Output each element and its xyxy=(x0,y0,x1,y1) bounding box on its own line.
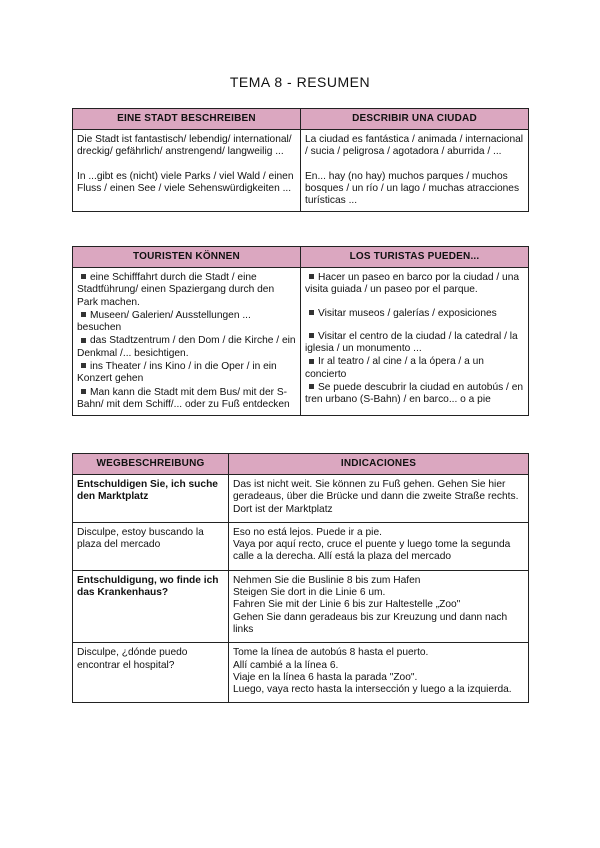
german-features-text: In ...gibt es (nicht) viele Parks / viel Wald / einen Fluss / einen See / viele Sehenswürdigkeiten ... xyxy=(77,170,294,194)
question-cell: Disculpe, ¿dónde puedo encontrar el hospital? xyxy=(73,643,229,703)
header-describir-una-ciudad: DESCRIBIR UNA CIUDAD xyxy=(301,109,529,130)
answer-cell: Nehmen Sie die Buslinie 8 bis zum Hafen Steigen Sie dort in die Linie 6 um. Fahren Sie mit der Linie 6 bis zur Haltestelle „Zoo" Gehen Sie dann geradeaus bis zur Kreuzung und dann nach links xyxy=(229,570,529,642)
list-item: ins Theater / ins Kino / in die Oper / in ein Konzert gehen xyxy=(77,361,277,385)
german-description-cell xyxy=(73,130,301,212)
spanish-description-cell xyxy=(301,130,529,212)
german-activities-cell xyxy=(73,268,301,416)
answer-cell: Tome la línea de autobús 8 hasta el puerto. Allí cambié a la línea 6. Viaje en la línea 6 hasta la parada "Zoo". Luego, vaya recto hasta la intersección y luego a la izquierda. xyxy=(229,643,529,703)
spanish-adjectives-text: La ciudad es fantástica / animada / internacional / sucia / peligrosa / agotadora / aburrida / ... xyxy=(305,134,524,158)
table-row xyxy=(73,522,529,570)
question-cell: Entschuldigung, wo finde ich das Krankenhaus? xyxy=(73,570,229,642)
list-item: Museen/ Galerien/ Ausstellungen ... besuchen xyxy=(77,309,251,334)
square-bullet-icon xyxy=(81,312,86,317)
square-bullet-icon xyxy=(309,384,314,389)
square-bullet-icon xyxy=(309,359,314,364)
question-cell: Entschuldigen Sie, ich suche den Marktplatz xyxy=(73,475,229,523)
spanish-features-text: En... hay (no hay) muchos parques / muchos bosques / un río / un lago / muchas atracciones turísticas ... xyxy=(305,170,520,207)
header-wegbeschreibung: WEGBESCHREIBUNG xyxy=(73,454,229,475)
list-item: eine Schifffahrt durch die Stadt / eine Stadtführung/ einen Spaziergang durch den Park machen. xyxy=(77,272,275,308)
header-indicaciones: INDICACIONES xyxy=(229,454,529,475)
list-item: Ir al teatro / al cine / a la ópera / a un concierto xyxy=(305,356,484,380)
table-row xyxy=(73,570,529,642)
describe-city-table xyxy=(72,108,529,212)
list-item: Se puede descubrir la ciudad en autobús / en tren urbano (S-Bahn) / en barco... o a pie xyxy=(305,382,524,406)
list-item: das Stadtzentrum / den Dom / die Kirche / ein Denkmal /... besichtigen. xyxy=(77,335,296,359)
square-bullet-icon xyxy=(309,333,314,338)
page-title: TEMA 8 - RESUMEN xyxy=(229,74,371,90)
question-cell: Disculpe, estoy buscando la plaza del mercado xyxy=(73,522,229,570)
square-bullet-icon xyxy=(309,274,314,279)
table-row xyxy=(73,643,529,703)
table-row xyxy=(73,475,529,523)
list-item: Visitar el centro de la ciudad / la catedral / la iglesia / un monumento ... xyxy=(305,330,518,355)
answer-cell: Das ist nicht weit. Sie können zu Fuß gehen. Gehen Sie hier geradeaus, über die Brücke und dann die zweite Straße rechts. Dort ist der Marktplatz xyxy=(229,475,529,523)
german-adjectives-text: Die Stadt ist fantastisch/ lebendig/ international/ dreckig/ gefährlich/ anstrengend/ langweilig ... xyxy=(77,134,292,158)
square-bullet-icon xyxy=(81,363,86,368)
list-item: Man kann die Stadt mit dem Bus/ mit der S-Bahn/ mit dem Schiff/... oder zu Fuß entdecken xyxy=(77,386,290,410)
header-eine-stadt-beschreiben: EINE STADT BESCHREIBEN xyxy=(73,109,301,130)
tourists-table xyxy=(72,246,529,416)
list-item: Hacer un paseo en barco por la ciudad / una visita guiada / un paseo por el parque. xyxy=(305,272,520,296)
answer-cell: Eso no está lejos. Puede ir a pie. Vaya por aquí recto, cruce el puente y luego tome la segunda calle a la derecha. Allí está la plaza del mercado xyxy=(229,522,529,570)
spanish-activities-cell xyxy=(301,268,529,416)
header-los-turistas-pueden: LOS TURISTAS PUEDEN... xyxy=(301,247,529,268)
square-bullet-icon xyxy=(81,274,86,279)
square-bullet-icon xyxy=(81,389,86,394)
list-item: Visitar museos / galerías / exposiciones xyxy=(305,308,524,320)
square-bullet-icon xyxy=(81,338,86,343)
header-touristen-koennen: TOURISTEN KÖNNEN xyxy=(73,247,301,268)
square-bullet-icon xyxy=(309,310,314,315)
directions-table xyxy=(72,453,529,703)
